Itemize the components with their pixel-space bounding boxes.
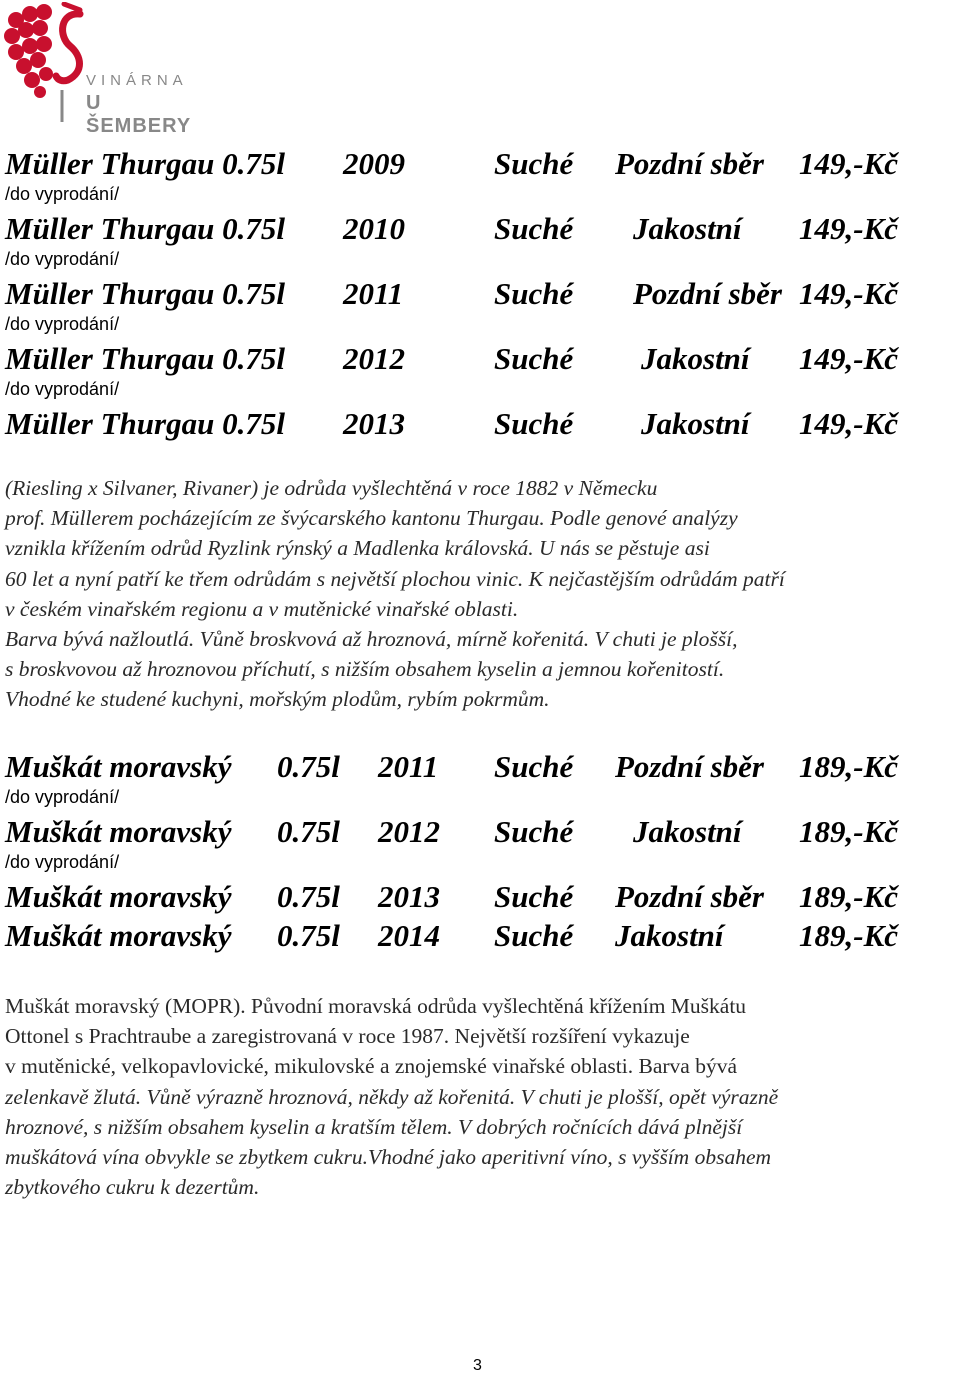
wine-year: 2009 — [343, 146, 405, 181]
logo-line1: VINÁRNA — [86, 72, 188, 89]
wine-price: 149,-Kč — [799, 276, 899, 311]
wine-dryness: Suché — [494, 276, 574, 311]
sold-out-note: /do vyprodání/ — [5, 314, 120, 334]
wine-quality: Pozdní sběr — [615, 146, 764, 181]
wine-dryness: Suché — [494, 146, 574, 181]
wine-price: 189,-Kč — [799, 749, 899, 784]
wine-quality: Jakostní — [641, 341, 750, 376]
wine-year: 2013 — [378, 879, 440, 914]
wine-price: 189,-Kč — [799, 918, 899, 953]
wine-dryness: Suché — [494, 406, 574, 441]
wine-price: 149,-Kč — [799, 406, 899, 441]
sold-out-note: /do vyprodání/ — [5, 184, 120, 204]
description-line: Vhodné ke studené kuchyni, mořským plodům, rybím pokrmům. — [5, 687, 550, 712]
mt-description — [5, 473, 960, 715]
wine-dryness: Suché — [494, 341, 574, 376]
description-line: hroznové, s nižším obsahem kyselin a kratším tělem. V dobrých ročnících dává plnější — [5, 1114, 743, 1139]
description-line: zelenkavě žlutá. Vůně výrazně hroznová, někdy až kořenitá. V chuti je plošší, opět výrazně — [5, 1084, 779, 1109]
wine-dryness: Suché — [494, 918, 574, 953]
wine-quality: Jakostní — [641, 406, 750, 441]
wine-volume: 0.75l — [277, 814, 340, 849]
wine-name: Müller Thurgau 0.75l — [5, 211, 285, 246]
description-line: v českém vinařském regionu a v mutěnické vinařské oblasti. — [5, 596, 519, 621]
wine-year: 2014 — [378, 918, 440, 953]
sold-out-note: /do vyprodání/ — [5, 379, 120, 399]
wine-price: 149,-Kč — [799, 211, 899, 246]
description-line: zbytkového cukru k dezertům. — [5, 1175, 260, 1200]
wine-price: 189,-Kč — [799, 879, 899, 914]
wine-name: Müller Thurgau 0.75l — [5, 146, 285, 181]
wine-quality: Jakostní — [633, 211, 742, 246]
wine-dryness: Suché — [494, 749, 574, 784]
wine-quality: Jakostní — [615, 918, 724, 953]
description-line: (Riesling x Silvaner, Rivaner) je odrůda vyšlechtěná v roce 1882 v Německu — [5, 476, 658, 500]
wine-year: 2011 — [343, 276, 404, 311]
wine-name: Muškát moravský — [5, 814, 232, 849]
sold-out-note: /do vyprodání/ — [5, 852, 120, 872]
wine-quality: Jakostní — [633, 814, 742, 849]
wine-volume: 0.75l — [277, 918, 340, 953]
description-line: v mutěnické, velkopavlovické, mikulovské a znojemské vinařské oblasti. Barva bývá — [5, 1054, 737, 1079]
wine-volume: 0.75l — [277, 879, 340, 914]
description-line: Barva bývá nažloutlá. Vůně broskvová až hroznová, mírně kořenitá. V chuti je plošší, — [5, 627, 738, 652]
description-line: muškátová vína obvykle se zbytkem cukru.Vhodné jako aperitivní víno, s vyšším obsahem — [5, 1145, 772, 1170]
wine-name: Muškát moravský — [5, 879, 232, 914]
wine-year: 2010 — [343, 211, 405, 246]
mm-description — [5, 991, 960, 1202]
wine-dryness: Suché — [494, 879, 574, 914]
logo — [2, 2, 192, 137]
wine-name: Müller Thurgau 0.75l — [5, 276, 285, 311]
description-line: prof. Müllerem pocházejícím ze švýcarského kantonu Thurgau. Podle genové analýzy — [5, 506, 738, 531]
description-line: 60 let a nyní patří ke třem odrůdám s největší plochou vinic. K nejčastějším odrůdám patří — [5, 566, 785, 591]
wine-quality: Pozdní sběr — [633, 276, 782, 311]
page-number: 3 — [473, 1357, 482, 1374]
description-line: s broskvovou až hroznovou příchutí, s nižším obsahem kyselin a jemnou kořenitostí. — [5, 657, 725, 682]
wine-dryness: Suché — [494, 211, 574, 246]
wine-dryness: Suché — [494, 814, 574, 849]
wine-price: 149,-Kč — [799, 341, 899, 376]
sold-out-note: /do vyprodání/ — [5, 249, 120, 269]
wine-name: Müller Thurgau 0.75l — [5, 406, 285, 441]
wine-year: 2013 — [343, 406, 405, 441]
wine-price: 189,-Kč — [799, 814, 899, 849]
wine-name: Muškát moravský — [5, 749, 232, 784]
wine-name: Muškát moravský — [5, 918, 232, 953]
wine-year: 2012 — [378, 814, 440, 849]
description-line: Muškát moravský (MOPR). Původní moravská odrůda vyšlechtěná křížením Muškátu — [5, 994, 747, 1018]
wine-volume: 0.75l — [277, 749, 340, 784]
wine-year: 2011 — [378, 749, 439, 784]
logo-line2: U ŠEMBERY — [86, 92, 192, 137]
wine-quality: Pozdní sběr — [615, 879, 764, 914]
sold-out-note: /do vyprodání/ — [5, 787, 120, 807]
description-line: vznikla křížením odrůd Ryzlink rýnský a Madlenka královská. U nás se pěstuje asi — [5, 536, 710, 561]
wine-year: 2012 — [343, 341, 405, 376]
description-line: Ottonel s Prachtraube a zaregistrovaná v roce 1987. Největší rozšíření vykazuje — [5, 1024, 690, 1049]
wine-price: 149,-Kč — [799, 146, 899, 181]
wine-quality: Pozdní sběr — [615, 749, 764, 784]
wine-name: Müller Thurgau 0.75l — [5, 341, 285, 376]
